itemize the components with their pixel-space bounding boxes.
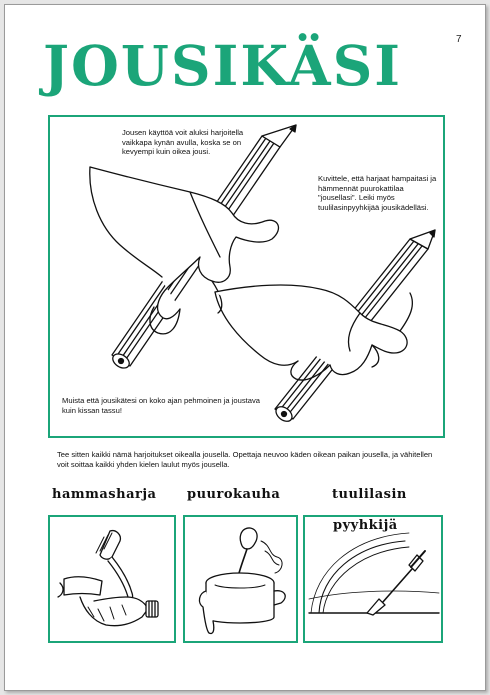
imagination-note: Kuvittele, että harjaat hampaitasi ja hämmennät puurokattilaa "jousellasi". Leiki myös tuulilasinpyyhkijää jousikädelläsi.: [318, 174, 437, 212]
soft-hand-note: Muista että jousikätesi on koko ajan pehmoinen ja joustava kuin kissan tassu!: [62, 396, 260, 415]
main-illustration-panel: [48, 115, 445, 438]
page-number: 7: [456, 34, 462, 45]
instructions-paragraph: Tee sitten kaikki nämä harjoitukset oikealla jousella. Opettaja neuvoo käden oikean paikan jousella, ja vähitellen voit soittaa kaikki yhden kielen laulut myös jousella.: [57, 450, 433, 469]
exercise-label-windshield: tuulilasin: [332, 487, 407, 502]
toothbrush-panel: [48, 515, 176, 643]
exercise-label-wiper: pyyhkijä: [333, 518, 398, 533]
porridge-pot-icon: [185, 517, 296, 641]
exercise-label-toothbrush: hammasharja: [52, 487, 157, 502]
windshield-wiper-panel: [303, 515, 443, 643]
toothbrush-icon: [50, 517, 174, 641]
page: [4, 4, 486, 691]
pencil-practice-note: Jousen käyttöä voit aluksi harjoitella vaikkapa kynän avulla, koska se on kevyempi kuin oikea jousi.: [122, 128, 244, 157]
porridge-ladle-panel: [183, 515, 298, 643]
pencil-hands-illustration: [50, 117, 443, 436]
page-title: JOUSIKÄSI: [43, 33, 403, 98]
windshield-wiper-icon: [305, 517, 441, 641]
exercise-label-porridge-ladle: puurokauha: [187, 487, 281, 502]
